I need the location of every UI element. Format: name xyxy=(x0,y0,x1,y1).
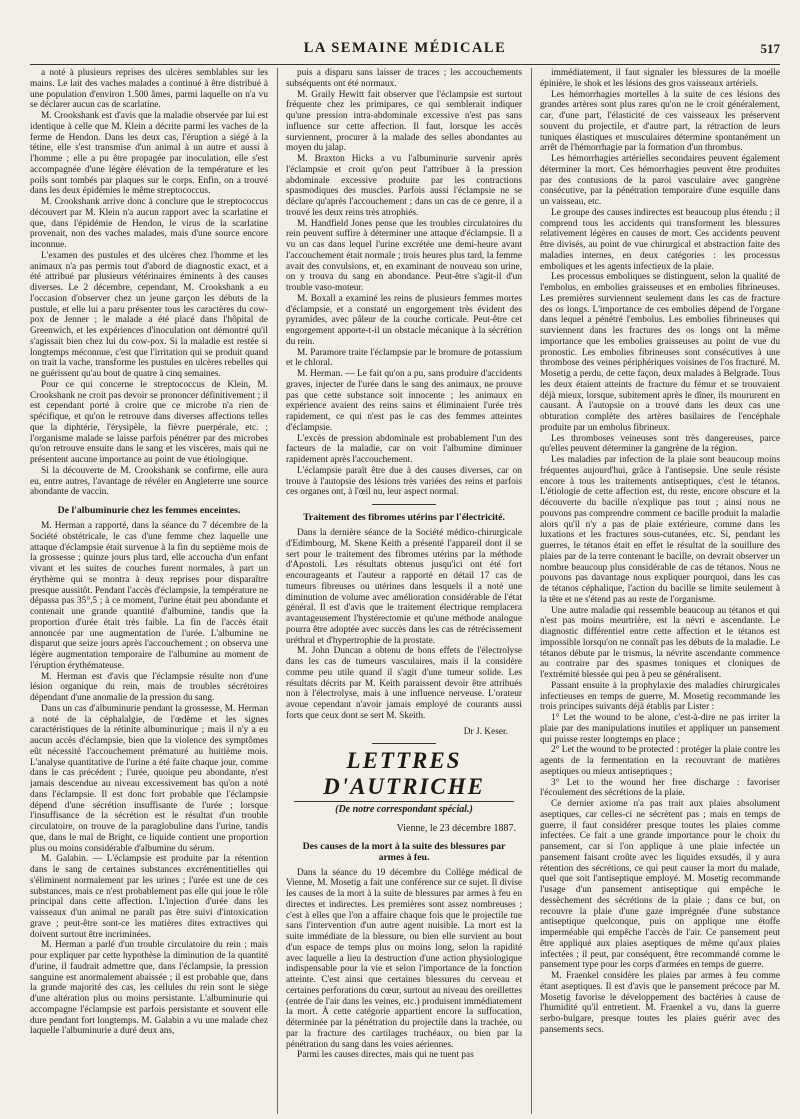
paragraph: M. Herman a rapporté, dans la séance du 7 décembre de la Société obstétricale, le cas d'une femme chez laquelle une attaque d'éclampsie était survenue à la fin du septième mois de la grossesse ; quinze jours plus tard, elle accoucha d'un enfant vivant et les suites de couches furent normales, à part un érythème qui se montra à deux reprises pour disparaître presque aussitôt. Pendant l'accès d'éclampsie, la température ne dépassa pas 35°,5 ; à ce moment, l'urine était peu abondante et contenait une grande quantité d'albumine, tandis que la proportion d'urée était très faible. La fin de l'accès était annoncée par une augmentation de l'urée. L'albumine ne disparut que seize jours après l'accouchement ; on observa une légère augmentation temporaire de l'albumine au moment de l'éruption érythémateuse. xyxy=(30,521,268,671)
section-heading-albuminuria: De l'albuminurie chez les femmes enceintes. xyxy=(57,505,241,516)
separator-rule xyxy=(372,743,436,744)
page-header xyxy=(30,40,780,62)
lettres-underline xyxy=(294,801,514,802)
paragraph: 1° Let the wound to be alone, c'est-à-dire ne pas irriter la plaie par des manipulations inutiles et appliquer un pansement qui puisse rester longtemps en place ; xyxy=(540,713,780,745)
paragraph: Les hémorrhagies artérielles secondaires peuvent également déterminer la mort. Ces hémorrhagies peuvent être produites par des contusions de la paroi vasculaire avec gangrène consécutive, par la pénétration temporaire d'une esquille dans un vaisseau, etc. xyxy=(540,154,780,207)
column-1 xyxy=(30,68,268,1116)
paragraph: Parmi les causes directes, mais qui ne tuent pas xyxy=(297,1050,474,1061)
section-heading-causes-mort: Des causes de la mort à la suite des blessures par armes à feu. xyxy=(302,840,506,863)
paragraph: M. Paramore traite l'éclampsie par le bromure de potassium et le chloral. xyxy=(286,347,522,369)
paragraph: M. Crookshank est d'avis que la maladie observée par lui est identique à celle que M. Klein a décrite parmi les vaches de la ferme de Hendon. Dans les deux cas, l'éruption a siégé à la tétine, elle s'est transmise d'un animal à un autre et aussi à l'homme ; elle a pu être propagée par inoculation, elle s'est accompagnée d'une légère élévation de la température et les poils sont tombés par plaques sur le corps. Enfin, on a trouvé dans les deux épidémies le même streptococcus. xyxy=(30,111,268,197)
page-number: 517 xyxy=(760,41,780,56)
paragraph: L'excès de pression abdominale est probablement l'un des facteurs de la maladie, car on voit l'albumine diminuer rapidement après l'accouchement. xyxy=(286,433,522,465)
lettres-heading: LETTRES D'AUTRICHE xyxy=(323,747,485,799)
paragraph: Dans la dernière séance de la Société médico-chirurgicale d'Edimbourg, M. Skene Keith a présenté l'appareil dont il se sert pour le traitement des fibromes utérins par la méthode d'Apostoli. Les résultats obtenus jusqu'ici ont été fort encourageants et l'auteur a rapporté en détail 17 cas de tumeurs fibreuses ou utérines dans lesquels il a noté une diminution de volume avec amélioration considérable de l'état général. Il est d'avis que le traitement électrique remplacera avantageusement l'hystérectomie et qu'une méthode analogue pourra être adoptée avec succès dans les cas de rétrécissement uréthral et d'hypertrophie de la prostate. xyxy=(286,528,522,646)
paragraph: Les hémorrhagies mortelles à la suite de ces lésions des grandes artères sont plus rares qu'on ne le croit généralement, car, d'une part, l'élasticité de ces vaisseaux les préservent souvent du projectile, et d'autre part, la rétraction de leurs tuniques élastiques et musculaires détermine spontanément un arrêt de l'hémorrhagie par la formation d'un thrombus. xyxy=(540,89,780,154)
paragraph: Dans un cas d'albuminurie pendant la grossesse, M. Herman a noté de la céphalalgie, de l'œdème et les signes caractéristiques de la rétinite albuminurique ; mais il n'y a eu aucun accès d'éclampsie, bien que la violence des symptômes eût nécessité l'accouchement prématuré au huitième mois. L'analyse quantitative de l'urine a été faite chaque jour, comme dans le cas précédent ; l'urée, quoique peu abondante, n'est jamais descendue au niveau excessivement bas qu'on a noté dans l'éclampsie. Il est donc fort probable que l'éclampsie dépend d'une sécrétion insuffisante de l'urée ; lorsque l'insuffisance de la sécrétion est le résultat d'un trouble circulatoire, on trouve de la paraglobuline dans l'urine, tandis que, dans le mal de Bright, ce liquide contient une proportion plus ou moins considérable d'albumine du sérum. xyxy=(30,703,268,854)
paragraph: M. Braxton Hicks a vu l'albuminurie survenir après l'éclampsie et croit qu'on peut l'attribuer à la pression abdominale excessive produite par les contractions spasmodiques des muscles. Parfois aussi l'éclampsie ne se déclare qu'après l'accouchement ; dans un cas de ce genre, il a trouvé les deux reins très atrophiés. xyxy=(286,154,522,218)
column-divider xyxy=(277,68,278,1114)
dateline: Vienne, le 23 décembre 1887. xyxy=(396,822,516,834)
header-rule xyxy=(30,64,780,65)
lettres-subheading: (De notre correspondant spécial.) xyxy=(335,803,473,815)
paragraph: Les thromboses veineuses sont très dangereuses, parce qu'elles peuvent déterminer la gangrène de la région. xyxy=(540,433,780,455)
column-divider xyxy=(531,68,532,1114)
paragraph: Si la découverte de M. Crookshank se confirme, elle aura eu, entre autres, l'avantage de révéler en Angleterre une source abondante de vaccin. xyxy=(30,465,268,498)
paragraph: a noté à plusieurs reprises des ulcères semblables sur les mains. Le lait des vaches malades a continué à être distribué à une population d'environ 1.500 âmes, parmi laquelle on n'a vu se déclarer aucun cas de scarlatine. xyxy=(30,68,268,111)
paragraph: Passant ensuite à la prophylaxie des maladies chirurgicales infectieuses en temps de guerre, M. Mosetig recommande les trois principes suivants déjà établis par Lister : xyxy=(540,680,780,713)
separator-rule xyxy=(372,504,436,505)
running-title: LA SEMAINE MÉDICALE xyxy=(303,40,507,56)
paragraph: M. Crookshank arrive donc à conclure que le streptococcus découvert par M. Klein n'a aucun rapport avec la scarlatine et que, dans l'épidémie de Hendon, le virus de la scarlatine provenait, non des vaches malades, mais d'une source encore inconnue. xyxy=(30,197,268,250)
paragraph: M. Galabin. — L'éclampsie est produite par la rétention dans le sang de certaines substances excrémentitielles qui s'éliminent normalement par les urines ; l'urée est une de ces substances, mais ce n'est probablement pas elle qui joue le rôle principal dans cette affection. L'injection d'urée dans les vaisseaux d'un animal ne paraît pas être suivi d'intoxication grave ; peut-être sont-ce les matières dites extractives qui doivent surtout être incriminées. xyxy=(30,854,268,940)
paragraph: Pour ce qui concerne le streptococcus de Klein, M. Crookshank ne croit pas devoir se prononcer définitivement ; il est cependant porté à croire que ce microbe n'a rien de spécifique, et qu'on le retrouve dans diverses affections telles que la diphtérie, l'érysipèle, la fièvre puerpérale, etc. ; l'organisme malade se laisse parfois pénétrer par des microbes qu'on retrouve ensuite dans le sang et les viscères, mais qui ne présentent aucune importance au point de vue étiologique. xyxy=(30,379,268,465)
paragraph: M. Herman. — Le fait qu'on a pu, sans produire d'accidents graves, injecter de l'urée dans le sang des animaux, ne prouve pas que cette substance soit innocente ; les animaux en expérience avaient des reins sains et éliminaient l'urée très rapidement, ce qui n'est pas le cas des femmes atteintes d'éclampsie. xyxy=(286,369,522,433)
paragraph: 3° Let to the wound her free discharge : favoriser l'écoulement des sécrétions de la plaie. xyxy=(540,777,780,799)
paragraph: M. Graily Hewitt fait observer que l'éclampsie est surtout fréquente chez les primipares, ce qui semblerait indiquer qu'une pression intra-abdominale excessive n'est pas sans influence sur cette affection. Il faut, lorsque les accès surviennent, procurer à la malade des selles abondantes au moyen du jalap. xyxy=(286,89,522,154)
paragraph: M. Herman est d'avis que l'éclampsie résulte non d'une lésion organique du rein, mais de troubles sécrétoires dépendant d'une anomalie de la pression du sang. xyxy=(30,671,268,703)
paragraph: M. John Duncan a obtenu de bons effets de l'électrolyse dans les cas de tumeurs vasculaires, mais il la considère comme peu utile quand il s'agit d'une tumeur solide. Les résultats décrits par M. Keith paraissent devoir être attribués non à l'électrolyse, mais à une influence nerveuse. L'orateur avoue cependant n'avoir jamais employé de courants aussi forts que ceux dont se sert M. Skeith. xyxy=(286,646,522,721)
paragraph: Les processus emboliques se distinguent, selon la qualité de l'embolus, en embolies graisseuses et en embolies fibrineuses. Les premières surviennent seulement dans les cas de fracture des os longs. L'importance de ces embolies dépend de l'organe dans lequel a pénétré l'embolus. Les embolies fibrineuses qui surviennent dans les fractures des os longs ont la même importance que les embolies graisseuses au point de vue du pronostic. Les embolies fibrineuses sont consécutives à une thrombose des veines périphériques voisines de l'os fracturé. M. Mosetig a perdu, de cette façon, deux malades à Belgrade. Tous les deux étaient atteints de fracture du fémur et se trouvaient déjà mieux, lorsque, subitement après le dîner, ils moururent en causant. À l'autopsie on a trouvé dans les deux cas une obturation complète des artères basilaires de l'encéphale produite par un embolus fibrineux. xyxy=(540,272,780,433)
column-3 xyxy=(540,68,780,1116)
paragraph: M. Fraenkel considère les plaies par armes à feu comme étant aseptiques. Il est d'avis que le pansement précoce par M. Mosetig favorise le développement des bactéries à cause de l'humidité qu'il entretient. M. Fraenkel a vu, dans la guerre serbo-bulgare, presque toutes les plaies guérir avec des pansements secs. xyxy=(540,971,780,1035)
paragraph: Ce dernier axiome n'a pas trait aux plaies absolument aseptiques, car celles-ci ne sécrètent pas ; mais en temps de guerre, il faut considérer presque toutes les plaies comme infectées. Ce fait a une grande importance pour le choix du pansement, car si l'on applique à une plaie infectée un pansement faisant croûte avec les liquides exsudés, il y aura rétention des sécrétions, ce qui peut causer la mort du malade, quel que soit l'antiseptique employé. M. Mosetig recommande l'usage d'un pansement antiseptique qui empêche le dessèchement des sécrétions de la plaie ; dans ce but, on recouvre la plaie d'une gaze imprégnée d'une substance antiseptique quelconque, puis on applique une étoffe imperméable qui empêche l'accès de l'air. Ce pansement peut être appliqué aux plaies aseptiques de même qu'aux plaies infectées ; il peut, par conséquent, être recommandé comme le pansement type pour les corps d'armées en temps de guerre. xyxy=(540,799,780,971)
author-signature: Dr J. Keser. xyxy=(463,726,508,737)
paragraph: immédiatement, il faut signaler les blessures de la moelle épinière, le shok et les lésions des gros vaisseaux artériels. xyxy=(540,68,780,89)
section-heading-fibromes: Traitement des fibromes utérins par l'électricité. xyxy=(303,512,505,523)
paragraph: L'examen des pustules et des ulcères chez l'homme et les animaux n'a pas permis tout d'abord de diagnostic exact, et a été attribué par plusieurs vétérinaires éminents à des causes diverses. Le 2 décembre, cependant, M. Crookshank a eu l'occasion d'observer chez un jeune garçon les débuts de la pustule, et elle lui a paru présenter tous les caractères du cow-pox de Jenner ; le malade a été placé dans l'hôpital de Greenwich, et les expériences d'inoculation ont démontré qu'il s'agissait bien chez lui du cow-pox. Si la maladie est restée si longtemps méconnue, c'est que l'irritation qui se produit quand on trait la vache, transforme les pustules en ulcères rebelles qui ne guérissent qu'au bout de quatre à cinq semaines. xyxy=(30,250,268,379)
paragraph: puis a disparu sans laisser de traces ; les accouchements subséquents ont été normaux. xyxy=(286,68,522,89)
paragraph: Les maladies par infection de la plaie sont beaucoup moins fréquentes aujourd'hui, grâce à l'antisepsie. Une seule résiste encore à tous les traitements antiseptiques, c'est le tétanos. L'étiologie de cette affection est, du reste, encore obscure et la découverte du bacille n'explique pas tout ; ainsi nous ne pouvons pas comprendre comment ce bacille produit la maladie alors qu'il n'y a pas de plaie extérieure, comme dans les luxations et les fractures sous-cutanées, etc. Si, pendant les guerres, le tétanos était en effet le résultat de la souillure des plaies par de la terre contenant le bacille, on devrait observer un nombre beaucoup plus considérable de cas de tétanos. Nous ne pouvons pas davantage nous expliquer pourquoi, dans les cas de tétanos céphalique, l'action du bacille se limite seulement à la tête et ne s'étend pas au reste de l'organisme. xyxy=(540,455,780,605)
column-2 xyxy=(286,68,522,1116)
paragraph: M. Boxall a examiné les reins de plusieurs femmes mortes d'éclampsie, et a constaté un engorgement très évident des pyramides, avec pâleur de la couche corticale. Peut-être cet engorgement apporte-t-il un obstacle mécanique à la sécrétion du rein. xyxy=(286,293,522,347)
paragraph: M. Handfield Jones pense que les troubles circulatoires du rein peuvent suffire à déterminer une attaque d'éclampsie. Il a vu un cas dans lequel l'urine excrétée une demi-heure avant l'accouchement était normale ; trois heures plus tard, la femme avait des convulsions, et, en examinant de nouveau son urine, on y trouva du sang en abondance. Peut-être s'agit-il d'un trouble vaso-moteur. xyxy=(286,218,522,293)
paragraph: L'éclampsie paraît être due à des causes diverses, car on trouve à l'autopsie des lésions très variées des reins et parfois ces organes ont, à l'œil nu, leur aspect normal. xyxy=(286,465,522,498)
paragraph: M. Herman a parlé d'un trouble circulatoire du rein ; mais pour expliquer par cette hypothèse la diminution de la quantité d'urine, il faudrait admettre que, dans l'éclampsie, la pression sanguine est anormalement abaissée ; il est probable que, dans la grande majorité des cas, les cellules du rein sont le siège d'une altération plus ou moins persistante. L'albuminurie qui accompagne l'éclampsie est parfois persistante et souvent elle dure pendant fort longtemps. M. Galabin a vu une malade chez laquelle l'albuminurie a duré deux ans, xyxy=(30,940,268,1037)
paragraph: Dans la séance du 19 décembre du Collège médical de Vienne, M. Mosetig a fait une conférence sur ce sujet. Il divise les causes de la mort à la suite de blessures par armes à feu en directes et indirectes. Les premières sont assez nombreuses ; c'est à elles que l'on a affaire chaque fois que le projectile tue sans l'intervention d'un autre agent nuisible. La mort est la suite immédiate de la blessure, ou bien elle survient au bout d'un espace de temps plus ou moins long, selon la rapidité avec laquelle a lieu la destruction d'une action physiologique indispensable pour la vie et selon l'importance de la fonction atteinte. C'est ainsi que certaines blessures du cerveau et certaines perforations du cœur, surtout au niveau des oreillettes (entrée de l'air dans les veines, etc.) produisent immédiatement la mort. À cette catégorie appartient encore la suffocation, déterminée par la pénétration du projectile dans la trachée, ou par la fracture des cartilages trachéaux, ou bien par la pénétration du sang dans les voies aériennes. xyxy=(286,867,522,1050)
article-columns xyxy=(30,68,780,1116)
paragraph: 2° Let the wound to be protected : protéger la plaie contre les agents de la fermentation en la recouvrant de matières aseptiques ou mieux antiseptiques ; xyxy=(540,745,780,777)
paragraph: Une autre maladie qui ressemble beaucoup au tétanos et qui n'est pas moins meurtrière, est la névri e ascendante. Le diagnostic différentiel entre cette affection et le tétanos est impossible lorsqu'on ne connaît pas les débuts de la maladie. Le tétanos débute par le trismus, la névrite ascendante commence au contraire par des spasmes toniques et cloniques de l'extrémité blessée qui peu à peu se généralisent. xyxy=(540,605,780,680)
paragraph: Le groupe des causes indirectes est beaucoup plus étendu ; il comprend tous les accidents qui transforment les blessures relativement légères en causes de mort. Ces accidents peuvent être divisés, au point de vue chirurgical et abstraction faite des maladies internes, en deux catégories : les processus emboliques et les agents infectieux de la plaie. xyxy=(540,207,780,272)
